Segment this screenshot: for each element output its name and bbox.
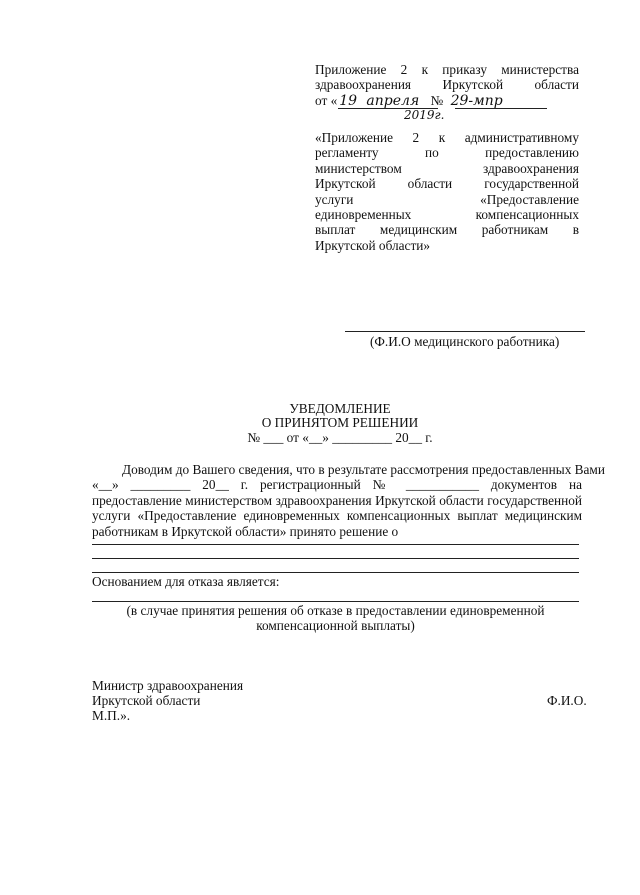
body-line: услуги «Предоставление единовременных компенсационных выплат медицинским	[92, 508, 582, 524]
order-appendix-line-2: здравоохранения Иркутской области	[315, 77, 579, 92]
reglament-line: регламенту по предоставлению	[315, 145, 579, 161]
decision-blank-line	[92, 558, 579, 559]
body-line: Доводим до Вашего сведения, что в результате рассмотрения предоставленных Вами	[122, 462, 605, 477]
body-line: предоставление министерством здравоохранения Иркутской области государственной	[92, 492, 582, 508]
reglament-line: «Приложение 2 к административному	[315, 130, 579, 145]
number-underline	[455, 108, 547, 109]
signature-fio: Ф.И.О.	[547, 693, 587, 708]
reglament-line: министерством здравоохранения	[315, 160, 579, 176]
refusal-basis-label: Основанием для отказа является:	[92, 574, 280, 589]
notice-title: УВЕДОМЛЕНИЕ	[289, 401, 391, 416]
handwritten-month: апреля	[366, 93, 420, 109]
refusal-caption-line-2: компенсационной выплаты)	[256, 618, 415, 633]
recipient-name-line	[345, 331, 585, 332]
order-date-prefix: от «	[315, 93, 338, 108]
notice-body	[92, 462, 605, 539]
order-appendix-line-1: Приложение 2 к приказу министерства	[315, 62, 579, 77]
signature-region: Иркутской области	[92, 693, 201, 708]
notice-number-line: № ___ от «__» _________ 20__ г.	[247, 430, 433, 445]
handwritten-year: 2019г.	[404, 108, 445, 122]
handwritten-day: 19	[339, 93, 358, 109]
number-sign: №	[430, 93, 444, 108]
handwritten-order-number: 29-мпр	[450, 93, 503, 109]
reglament-line: Иркутской области»	[315, 237, 431, 253]
signature-position: Министр здравоохранения	[92, 678, 244, 693]
body-line: работникам в Иркутской области» принято решение о	[92, 523, 399, 539]
refusal-caption-line-1: (в случае принятия решения об отказе в предоставлении единовременной	[126, 603, 545, 618]
reglament-line: единовременных компенсационных	[315, 206, 579, 222]
recipient-caption: (Ф.И.О медицинского работника)	[370, 334, 560, 349]
reglament-line: услуги «Предоставление	[315, 191, 579, 207]
decision-blank-line	[92, 544, 579, 545]
decision-blank-line	[92, 572, 579, 573]
order-date-line	[315, 93, 579, 108]
refusal-basis-line	[92, 601, 579, 602]
reglament-line: выплат медицинским работникам в	[315, 222, 579, 238]
reglament-line: Иркутской области государственной	[315, 176, 579, 192]
body-line: «__» _________ 20__ г. регистрационный № ___________ документов на	[92, 477, 582, 493]
signature-stamp-place: М.П.».	[92, 708, 131, 723]
reglament-appendix-block	[315, 130, 579, 253]
notice-subtitle: О ПРИНЯТОМ РЕШЕНИИ	[261, 415, 419, 430]
